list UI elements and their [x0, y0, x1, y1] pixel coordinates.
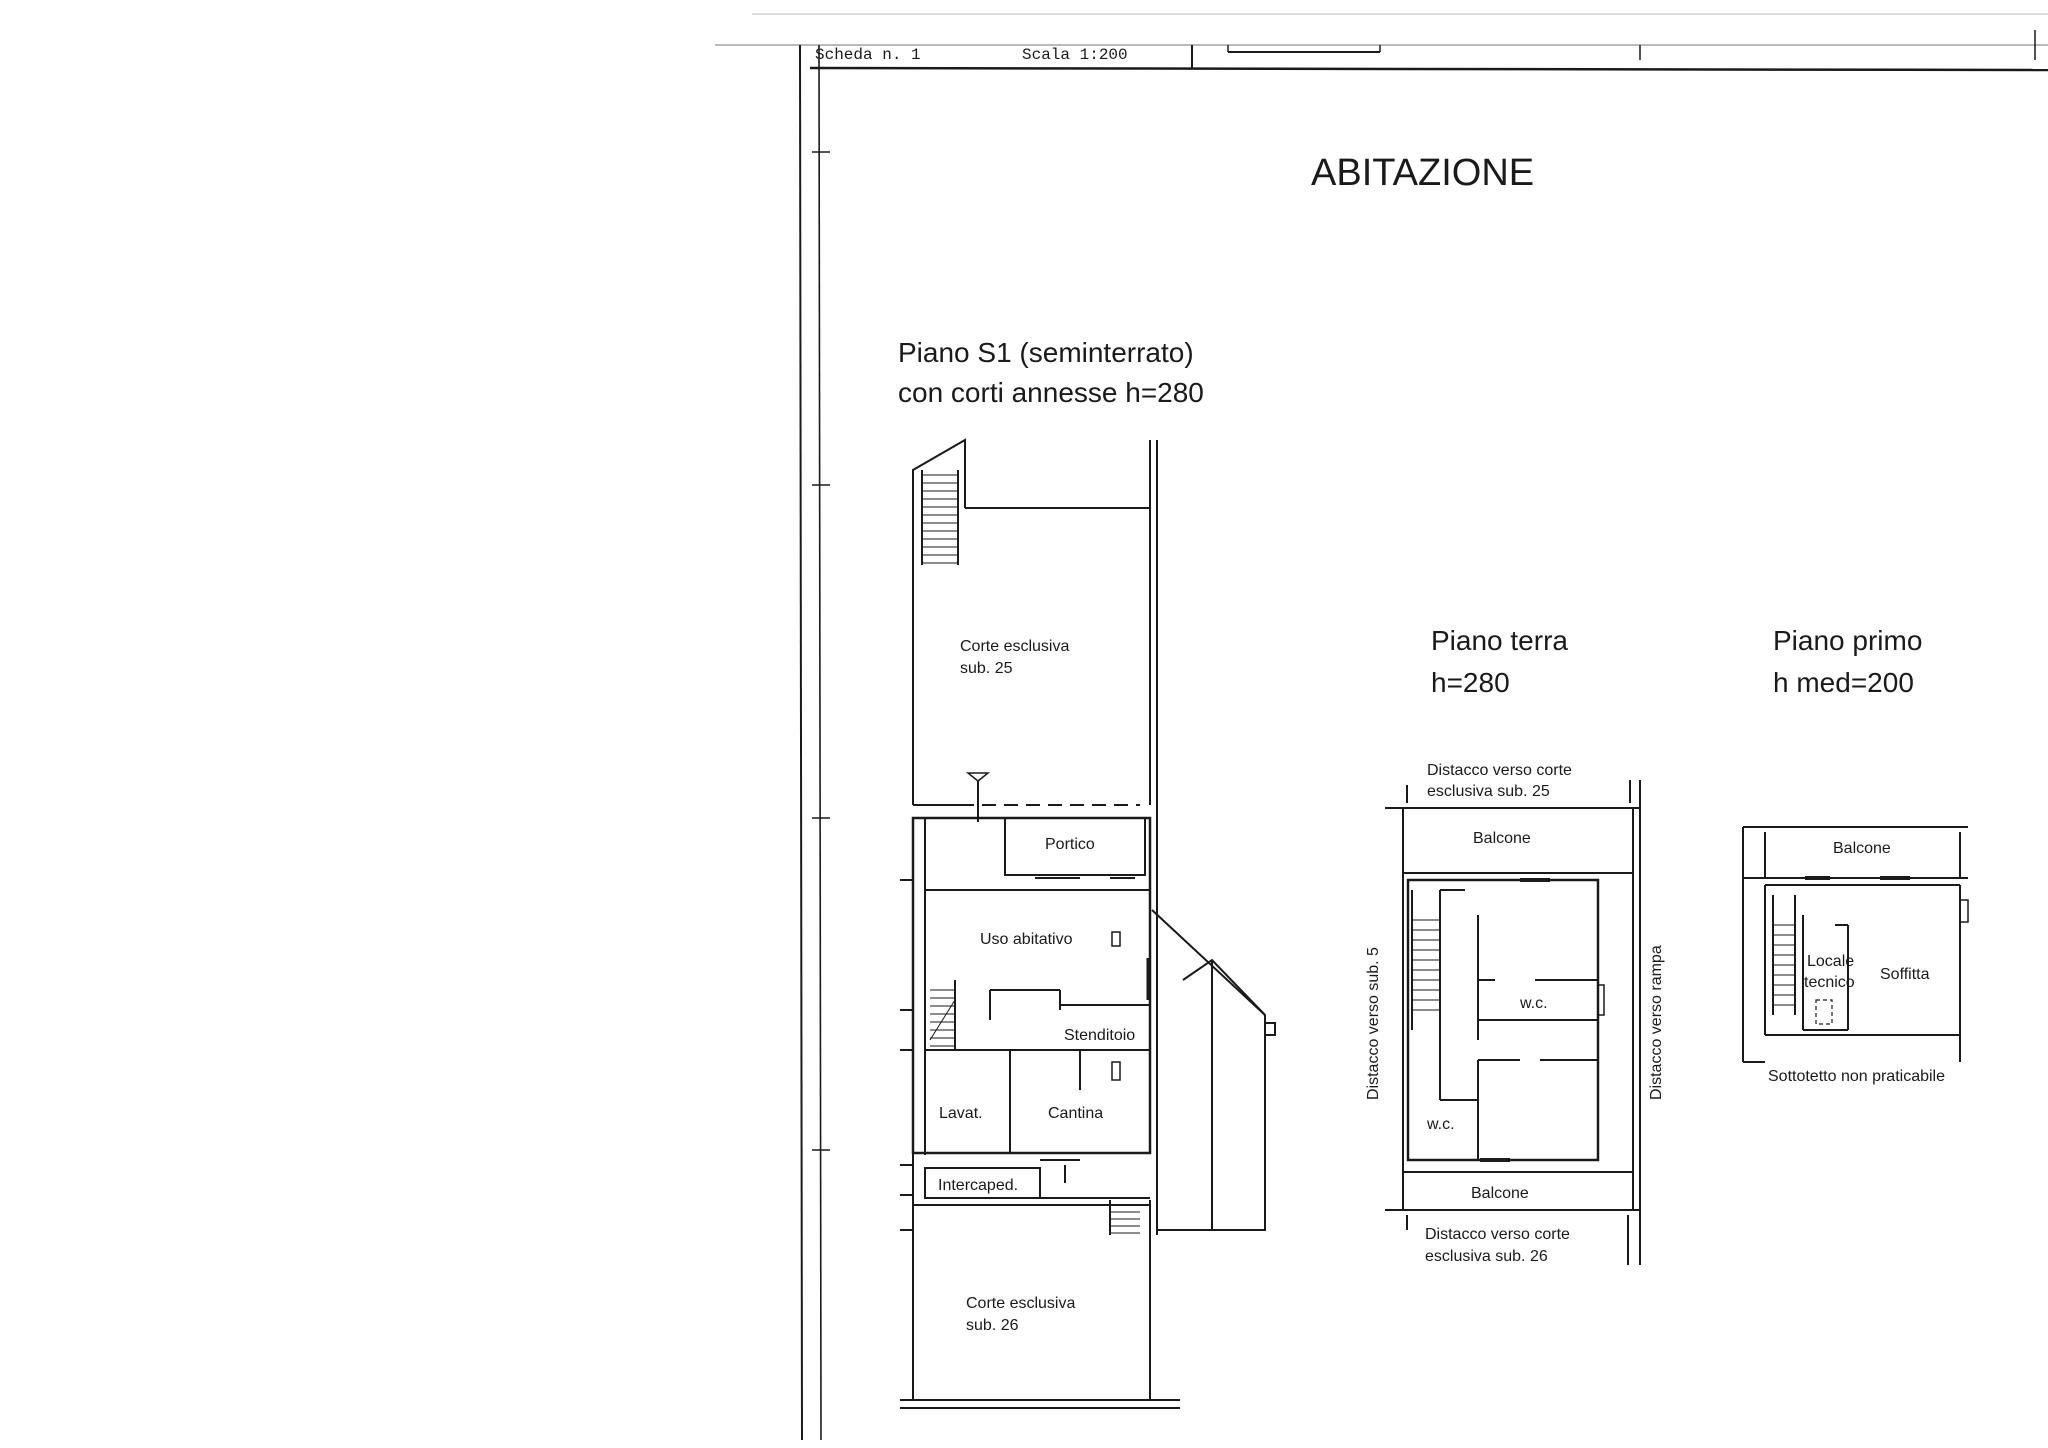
terra-balcone-top: Balcone [1473, 830, 1531, 847]
s1-corte25-label-2: sub. 25 [960, 660, 1013, 677]
terra-top-note-2: esclusiva sub. 25 [1427, 783, 1550, 800]
sheet-number: Scheda n. 1 [815, 46, 921, 64]
primo-heading-line2: h med=200 [1773, 667, 1914, 698]
s1-corte26-label-1: Corte esclusiva [966, 1295, 1076, 1312]
s1-uso-abitativo-label: Uso abitativo [980, 931, 1073, 948]
sheet-frame [715, 14, 2048, 1440]
s1-intercaped-label: Intercaped. [938, 1177, 1019, 1194]
terra-heading-line2: h=280 [1431, 667, 1510, 698]
terra-bottom-note-1: Distacco verso corte [1425, 1226, 1570, 1243]
primo-heading-line1: Piano primo [1773, 625, 1923, 656]
s1-cantina-label: Cantina [1048, 1105, 1104, 1122]
primo-note: Sottotetto non praticabile [1768, 1068, 1946, 1085]
terra-top-note-1: Distacco verso corte [1427, 762, 1572, 779]
s1-lavat-label: Lavat. [939, 1105, 983, 1122]
primo-locale-1: Locale [1807, 953, 1855, 970]
terra-heading-line1: Piano terra [1431, 625, 1568, 656]
primo-balcone: Balcone [1833, 840, 1891, 857]
s1-corte25-label-1: Corte esclusiva [960, 638, 1070, 655]
s1-stenditoio-label: Stenditoio [1064, 1027, 1136, 1044]
sheet-scale: Scala 1:200 [1022, 46, 1128, 64]
terra-right-note: Distacco verso rampa [1648, 945, 1665, 1100]
s1-plan [900, 440, 1275, 1408]
terra-left-note: Distacco verso sub. 5 [1365, 947, 1382, 1100]
terra-bottom-note-2: esclusiva sub. 26 [1425, 1248, 1548, 1265]
primo-plan [1743, 827, 1968, 1062]
s1-heading-line1: Piano S1 (seminterrato) [898, 337, 1194, 368]
s1-corte26-label-2: sub. 26 [966, 1317, 1019, 1334]
page-title: ABITAZIONE [1311, 152, 1535, 194]
primo-soffitta: Soffitta [1880, 966, 1930, 983]
terra-wc-lower: w.c. [1427, 1116, 1455, 1133]
s1-heading-line2: con corti annesse h=280 [898, 377, 1204, 408]
primo-locale-2: tecnico [1804, 974, 1855, 991]
terra-wc-upper: w.c. [1520, 995, 1548, 1012]
terra-balcone-bottom: Balcone [1471, 1185, 1529, 1202]
s1-portico-label: Portico [1045, 836, 1095, 853]
